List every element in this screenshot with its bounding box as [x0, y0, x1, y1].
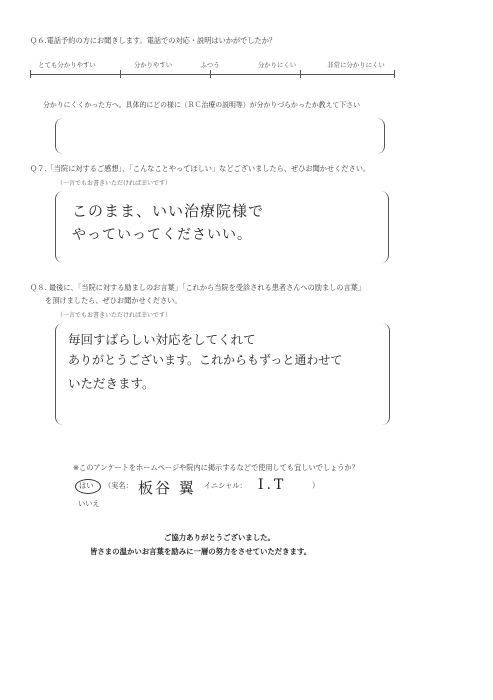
scale-label-very-unclear: 非常に分かりにくい [327, 61, 385, 69]
q6-followup: 分かりにくくかった方へ。具体的にどの様に（ＲＣ治療の説明等）が分かりづらかったか教えて下さい [43, 101, 360, 109]
q8-answer-line-2: ありがとうございます。これからもずっと通わせて [68, 353, 343, 367]
scale-tick[interactable] [300, 70, 301, 78]
real-name-value[interactable]: 板谷 翼 [138, 479, 196, 497]
scale-label-clear: 分かりやすい [133, 61, 173, 69]
q7-hint: （一言でもお書きいただければ幸いです） [57, 180, 172, 187]
scale-tick[interactable] [210, 70, 211, 78]
scale-tick[interactable] [30, 70, 31, 78]
q7-answer-line-1: このまま、いい治療院様で [72, 202, 265, 220]
consent-close-paren: ） [312, 481, 320, 490]
q7-question: Ｑ７.「当院に対するご感想」、「こんなことやってほしい」などございましたら、ぜひお聞かせください。 [30, 164, 371, 173]
q8-answer-line-3: いただきます。 [68, 376, 155, 391]
consent-no-option[interactable]: いいえ [78, 499, 100, 508]
q6-question: Ｑ６.電話予約の方にお聞きします。電話での対応・説明はいかがでしたか？ [30, 36, 277, 45]
consent-question: ※このアンケートをホームページや院内に掲示するなどで使用しても宜しいでしょうか？ [73, 463, 359, 472]
closing-message: 皆さまの温かいお言葉を励みに一層の努力をさせていただきます。 [90, 547, 312, 556]
q8-answer-line-1: 毎回すばらしい対応をしてくれて [68, 332, 256, 347]
scale-tick[interactable] [394, 70, 395, 78]
consent-yes-option[interactable]: はい [79, 481, 94, 490]
scale-label-normal: ふつう [200, 61, 220, 69]
q6-rating-scale [30, 60, 400, 80]
initial-label: イニシャル： [204, 481, 247, 490]
scale-label-unclear: 分かりにくい [257, 61, 297, 69]
q7-answer-line-2: やっていってくださいい。 [72, 227, 252, 243]
scale-label-very-clear: とても分かりやすい [38, 61, 96, 69]
closing-thanks: ご協力ありがとうございました。 [164, 533, 275, 542]
q8-question-line-1: Ｑ８. 最後に、「当院に対する励ましのお言葉」「これから当院を受診される患者さんへの励ましの言葉」 [30, 283, 366, 292]
q6-answer-box[interactable] [55, 118, 385, 154]
real-name-label: （実名： [104, 481, 133, 490]
scale-line [30, 74, 395, 75]
q8-hint: （一言でもお書きいただければ幸いです） [57, 312, 172, 319]
initial-value[interactable]: I.T [258, 477, 287, 493]
q8-question-line-2: を頂けましたら、ぜひお聞かせください。 [45, 296, 182, 305]
scale-tick[interactable] [120, 70, 121, 78]
